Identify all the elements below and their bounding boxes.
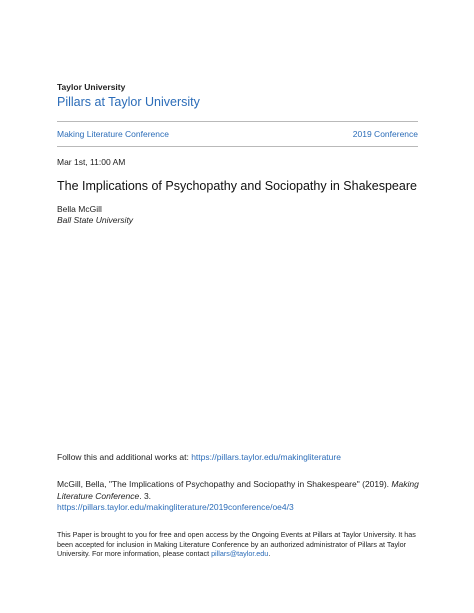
institution-name: Taylor University bbox=[57, 82, 126, 92]
notice-text: This Paper is brought to you for free and open access by the Ongoing Events at Pillars at Taylor University. It has been accepted for inclusion in Making Literature Conference by an authorized administrator of Pillars at Taylor University. For more information, please contact bbox=[57, 530, 416, 558]
citation-journal: Making Literature Conference bbox=[57, 479, 419, 501]
top-divider bbox=[57, 121, 418, 122]
conference-year-link[interactable]: 2019 Conference bbox=[352, 129, 418, 139]
citation-number: . 3. bbox=[139, 490, 152, 501]
notice-end: . bbox=[268, 549, 271, 558]
follow-link[interactable]: https://pillars.taylor.edu/makingliterature bbox=[191, 452, 341, 462]
follow-prefix: Follow this and additional works at: bbox=[57, 452, 192, 462]
contact-email-link[interactable]: pillars@taylor.edu bbox=[211, 549, 269, 558]
citation-text: McGill, Bella, "The Implications of Psychopathy and Sociopathy in Shakespeare" (2019). bbox=[57, 479, 392, 489]
access-notice bbox=[57, 530, 427, 559]
event-datetime: Mar 1st, 11:00 AM bbox=[57, 157, 126, 167]
series-link[interactable]: Making Literature Conference bbox=[57, 129, 169, 139]
bottom-divider bbox=[57, 146, 418, 147]
author-affiliation: Ball State University bbox=[57, 215, 134, 225]
citation-url-link[interactable]: https://pillars.taylor.edu/makingliterature/2019conference/oe4/3 bbox=[57, 502, 294, 512]
follow-line bbox=[57, 452, 341, 462]
repository-link[interactable]: Pillars at Taylor University bbox=[57, 95, 200, 109]
recommended-citation bbox=[57, 479, 422, 514]
author-name: Bella McGill bbox=[57, 204, 102, 214]
paper-title: The Implications of Psychopathy and Sociopathy in Shakespeare bbox=[57, 179, 417, 193]
